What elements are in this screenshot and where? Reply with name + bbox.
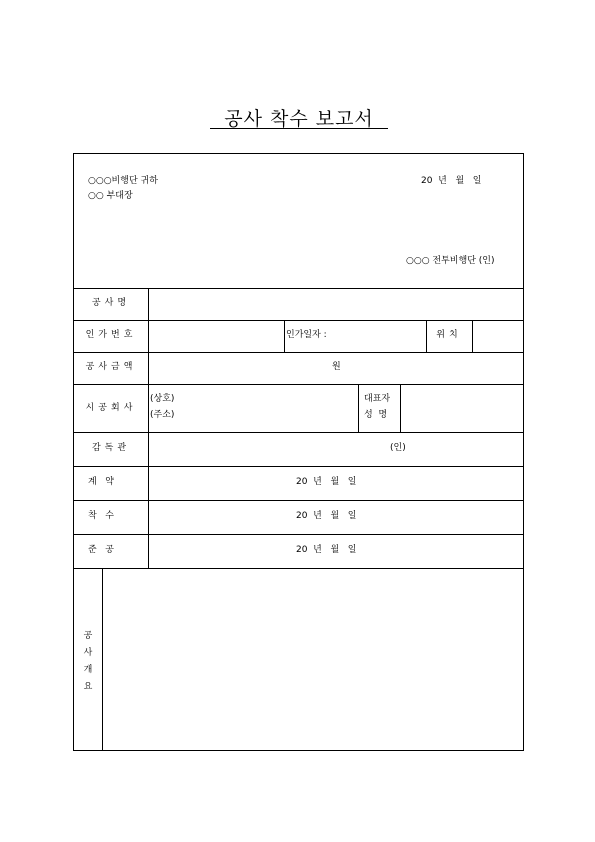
representative-name-label: 성 명 (364, 410, 388, 420)
cell-divider (358, 384, 359, 432)
supervisor-label: 감독관 (91, 443, 131, 453)
divider (74, 432, 523, 433)
supervisor-seal: (인) (390, 443, 406, 453)
divider (74, 384, 523, 385)
divider (74, 352, 523, 353)
title-underline (210, 128, 388, 129)
divider (74, 288, 523, 289)
overview-label-line (102, 568, 103, 750)
representative-label: 대표자 (364, 394, 391, 404)
sender-signature: ○○○ 전투비행단 (인) (406, 256, 495, 266)
document-title: 공사 착수 보고서 (224, 108, 374, 130)
contractor-label: 시공회사 (85, 403, 137, 413)
divider (74, 568, 523, 569)
divider (74, 466, 523, 467)
contract-date: 20 년 월 일 (296, 477, 357, 487)
report-date: 20 년 월 일 (421, 176, 482, 186)
divider (74, 500, 523, 501)
completion-date: 20 년 월 일 (296, 545, 357, 555)
cell-divider (472, 320, 473, 352)
divider (74, 534, 523, 535)
contract-amount-label: 공사금액 (85, 362, 137, 372)
addressee-line-2: ○○ 부대장 (88, 191, 133, 201)
report-form (73, 153, 524, 751)
completion-label: 준 공 (88, 545, 114, 555)
location-label: 위치 (436, 330, 462, 340)
start-label: 착 수 (88, 511, 114, 521)
address-label: (주소) (150, 410, 175, 420)
project-name-label: 공사명 (91, 298, 131, 308)
project-overview-label: 공사개요 (83, 631, 93, 692)
permit-date-label: 인가일자 : (286, 330, 327, 340)
permit-number-label: 인가번호 (85, 330, 137, 340)
trade-name-label: (상호) (150, 394, 175, 404)
divider (74, 320, 523, 321)
amount-unit: 원 (332, 362, 341, 372)
cell-divider (400, 384, 401, 432)
contract-label: 계 약 (88, 477, 114, 487)
cell-divider (284, 320, 285, 352)
label-column-line (148, 288, 149, 568)
start-date: 20 년 월 일 (296, 511, 357, 521)
addressee-line-1: ○○○비행단 귀하 (88, 176, 158, 186)
